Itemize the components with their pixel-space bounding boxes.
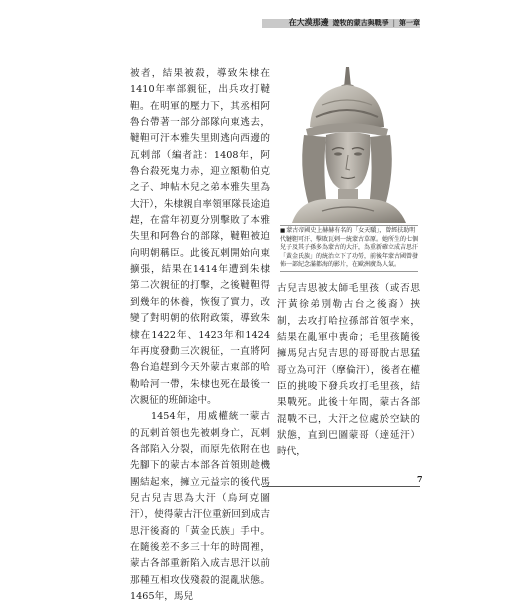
running-header	[262, 16, 420, 29]
chapter-number: 第一章	[399, 17, 420, 27]
chapter-title: 遊牧的蒙古與戰爭	[332, 17, 389, 27]
left-column-text: 被者，結果被殺，導致朱棣在1410年率部親征，出兵攻打韃靼。在明軍的壓力下，其丞相阿魯台帶著一部分部隊向東逃去，韃靼可汗本雅失里則逃向西邊的瓦剌部（編者註：1408年，阿魯台殺死鬼力赤，迎立額勒伯克之子、坤帖木兒之弟本雅失里為大汗），朱棣親自率領軍隊長途追趕，在當年初夏分別擊敗了本雅失里和阿魯台的部隊，韃靼被迫向明朝稱臣。此後瓦剌開始向東擴張，結果在1414年遭到朱棣第二次親征的打擊，之後韃靼得到幾年的休養，恢復了實力，改變了對明朝的依附政策，導致朱棣在1422年、1423年和1424年再度發動三次親征，一直將阿魯台追趕到今天外蒙古東部的哈勒哈河一帶，朱棣也死在最後一次親征的班師途中。 1454年，用威權統一蒙古的瓦剌首領也先被刺身亡，瓦剌各部陷入分裂，而原先依附在也先腳下的蒙古本部各首領則趁機團結起來，擁立元益宗的後代馬兒古兒吉思為大汗（烏珂克圖汗），使得蒙古汗位重新回到成吉思汗後裔的「黃金氏族」手中。在隨後差不多三十年的時間裡，蒙古各部重新陷入成吉思汗以前那種互相攻伐殘殺的混亂狀態。1465年，馬兒	[130, 68, 270, 602]
book-title: 在大漠那邊	[288, 17, 329, 27]
page-number: 7	[417, 474, 423, 484]
header-text	[262, 16, 420, 29]
bust-sculpture-image	[282, 65, 415, 223]
photo-caption	[280, 225, 418, 272]
footer-rule	[262, 486, 420, 487]
caption-text: 蒙古帝國史上赫赫有名的「女天驕」，曾經扶助明代韃靼可汗、擊敗瓦剌一統蒙古草原。她所生的七個兒子及其子孫多為蒙古的大汗，為重新確立成吉思汗「黃金氏族」的統治立下了功勞，前後年蒙古國曾發佈一部紀念滿都海的影片，在歐洲廣為人氣。	[280, 227, 419, 269]
caption-marker-icon: ■	[280, 228, 286, 234]
header-separator: |	[392, 18, 395, 27]
sculpture-photo	[282, 65, 415, 223]
right-column-text: 古兒吉思被太師毛里孩（或否思汗黃徐弟別勒古台之後裔）挾制，去攻打哈拉孫部首領孛來，結果在亂軍中喪命；毛里孩隨後擁馬兒古兒吉思的哥哥脫古思猛哥立為可汗（摩倫汗），後者在權臣的挑唆下發兵攻打毛里孩，結果戰死。此後十年間，蒙古各部混戰不已，大汗之位處於空缺的狀態，直到巴圖蒙哥（達延汗）時代，	[277, 283, 420, 458]
